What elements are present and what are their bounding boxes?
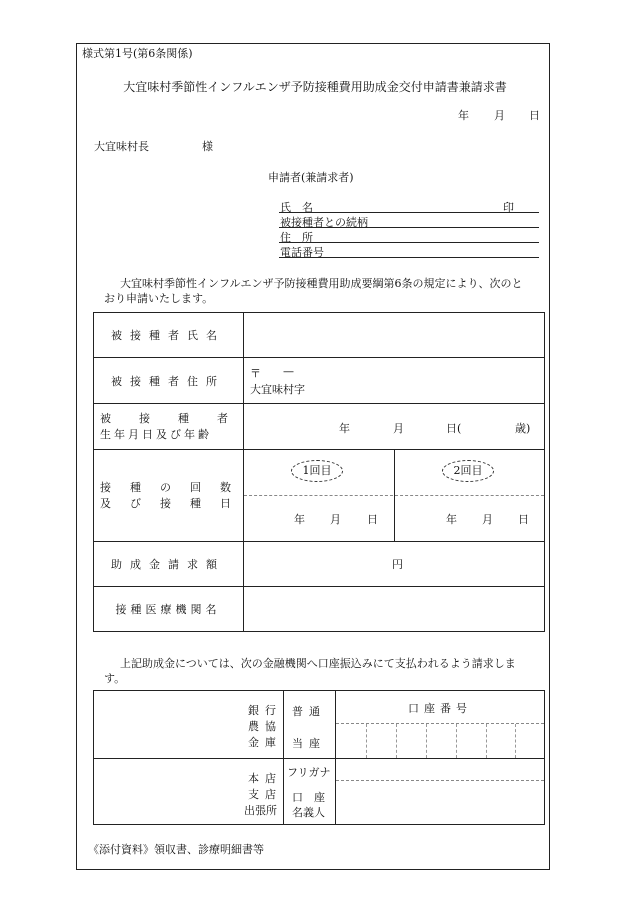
label-birth-line2: 生年月日及び年齢 — [100, 428, 212, 441]
date-month: 月 — [494, 109, 505, 122]
dose1-year: 年 — [294, 513, 305, 526]
second-dose-badge — [442, 460, 494, 482]
savings-label: 普通 — [292, 705, 326, 718]
relation-label: 被接種者との続柄 — [280, 216, 368, 229]
amount-unit: 円 — [392, 558, 403, 571]
birth-year: 年 — [339, 422, 350, 435]
dose-dashed-divider — [244, 495, 544, 496]
dose2-year: 年 — [446, 513, 457, 526]
holder-label-1: 口 座 — [292, 791, 325, 804]
furigana-label: フリガナ — [287, 766, 331, 779]
payment-line-1: 上記助成金については、次の金融機関へ口座振込みにて支払われるよう請求しま — [120, 657, 516, 670]
label-clinic: 接種医療機関名 — [115, 603, 221, 616]
label-count-line2: 及び接種日 — [100, 497, 250, 510]
birth-age: 歳) — [515, 422, 531, 435]
date-day: 日 — [529, 109, 540, 122]
first-dose-label: 1回目 — [302, 464, 332, 477]
dose1-month: 月 — [330, 513, 341, 526]
applicant-name-label: 氏 名 — [280, 201, 313, 214]
dose2-month: 月 — [482, 513, 493, 526]
account-number-input[interactable] — [336, 724, 544, 758]
birth-day: 日( — [446, 422, 462, 435]
branch-name-input[interactable] — [94, 759, 242, 824]
relation-field[interactable] — [279, 227, 539, 228]
row-divider — [93, 449, 545, 450]
first-dose-badge — [291, 460, 343, 482]
clinic-input[interactable] — [244, 587, 544, 631]
applicant-address-field[interactable] — [279, 242, 539, 243]
seal-mark: 印 — [503, 201, 514, 214]
checking-label: 当座 — [292, 737, 326, 750]
intro-line-1: 大宜味村季節性インフルエンザ予防接種費用助成要綱第6条の規定により、次のと — [120, 277, 523, 290]
payment-line-2: す。 — [104, 672, 126, 685]
account-number-label: 口座番号 — [408, 702, 472, 715]
birth-date-input[interactable] — [244, 404, 544, 449]
holder-label-2: 名義人 — [292, 806, 325, 819]
bank-label: 銀行 — [248, 704, 282, 717]
bank-name-input[interactable] — [94, 691, 282, 757]
applicant-heading: 申請者(兼請求者) — [268, 171, 354, 184]
form-number: 様式第1号(第6条関係) — [82, 47, 193, 60]
intro-line-2: おり申請いたします。 — [104, 292, 214, 305]
applicant-address-label: 住 所 — [280, 231, 313, 244]
label-count-line1: 接種の回数 — [100, 481, 250, 494]
addressee-name: 大宜味村長 — [94, 140, 149, 153]
account-holder-input[interactable] — [336, 781, 544, 824]
head-office-label: 本店 — [248, 772, 282, 785]
addressee-honorific: 様 — [202, 140, 213, 153]
label-patient-name: 被接種者氏名 — [111, 329, 225, 342]
credit-label: 金庫 — [248, 736, 282, 749]
label-birth-line1: 被接種者 — [100, 412, 256, 425]
second-dose-label: 2回目 — [453, 464, 483, 477]
patient-name-input[interactable] — [244, 313, 544, 357]
sub-branch-label: 出張所 — [244, 804, 277, 817]
birth-month: 月 — [393, 422, 404, 435]
address-prefix: 大宜味村字 — [250, 383, 305, 396]
patient-address-input[interactable] — [244, 358, 544, 403]
branch-label: 支店 — [248, 788, 282, 801]
phone-label: 電話番号 — [280, 246, 324, 259]
date-year: 年 — [458, 109, 469, 122]
agri-label: 農協 — [248, 720, 282, 733]
furigana-input[interactable] — [336, 759, 544, 780]
page-title: 大宜味村季節性インフルエンザ予防接種費用助成金交付申請書兼請求書 — [123, 80, 507, 94]
dose2-day: 日 — [518, 513, 529, 526]
postal-dash: — — [283, 365, 294, 378]
amount-input[interactable] — [244, 542, 544, 586]
postal-mark: 〒 — [250, 367, 261, 380]
label-patient-address: 被接種者住所 — [111, 375, 225, 388]
label-amount: 助成金請求額 — [111, 558, 225, 571]
dose1-day: 日 — [367, 513, 378, 526]
phone-field[interactable] — [279, 257, 539, 258]
applicant-name-field[interactable] — [279, 212, 539, 213]
attachments-note: 《添付資料》領収書、診療明細書等 — [88, 843, 264, 856]
